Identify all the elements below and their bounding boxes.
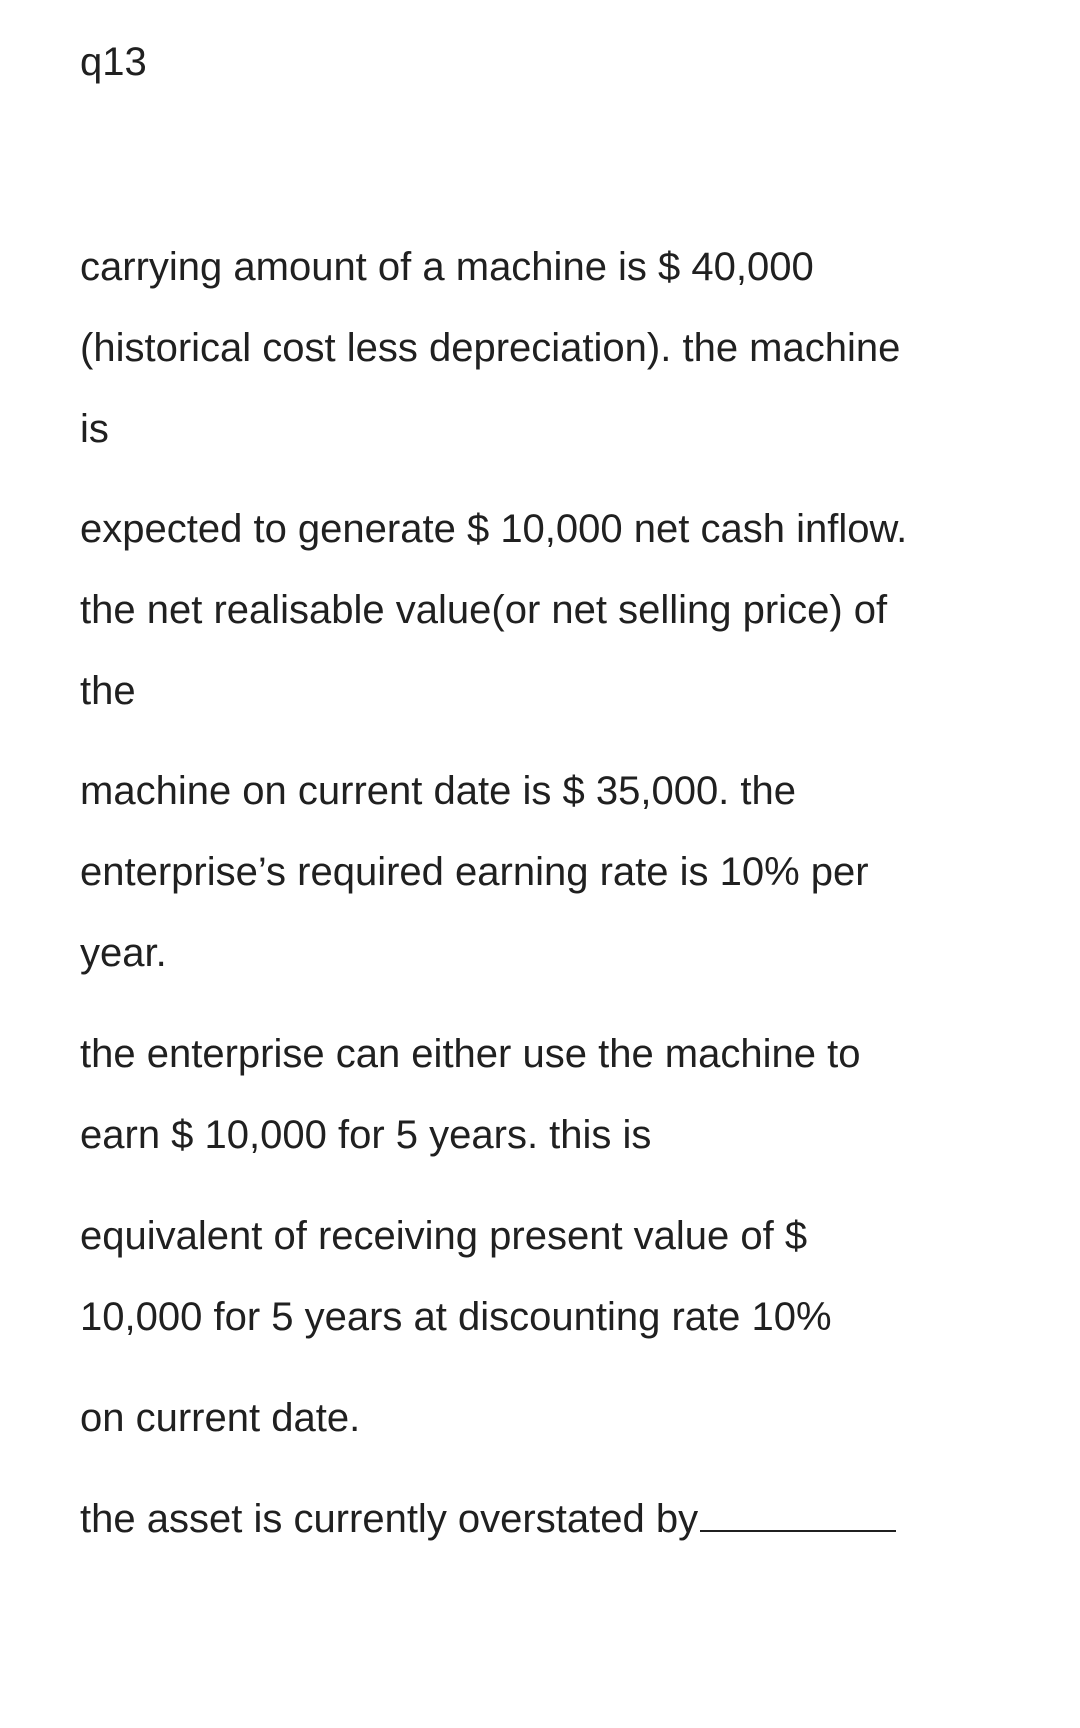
question-label: q13 bbox=[80, 40, 147, 84]
question-prompt: the asset is currently overstated by bbox=[80, 1497, 699, 1541]
question-line-14: on current date. bbox=[80, 1396, 361, 1440]
question-line-6: the bbox=[80, 669, 136, 713]
question-line-1: carrying amount of a machine is $ 40,000 bbox=[80, 245, 814, 289]
question-line-2: (historical cost less depreciation). the machine bbox=[80, 326, 901, 370]
question-line-13: 10,000 for 5 years at discounting rate 10% bbox=[80, 1295, 832, 1339]
question-line-7: machine on current date is $ 35,000. the bbox=[80, 769, 797, 813]
question-line-15 bbox=[80, 1494, 896, 1543]
question-line-12: equivalent of receiving present value of $ bbox=[80, 1214, 808, 1258]
answer-blank bbox=[700, 1494, 896, 1532]
question-line-5: the net realisable value(or net selling price) of bbox=[80, 588, 888, 632]
question-line-10: the enterprise can either use the machine to bbox=[80, 1032, 861, 1076]
question-line-4: expected to generate $ 10,000 net cash inflow. bbox=[80, 507, 908, 551]
question-line-8: enterprise’s required earning rate is 10% per bbox=[80, 850, 869, 894]
question-line-11: earn $ 10,000 for 5 years. this is bbox=[80, 1113, 652, 1157]
question-line-3: is bbox=[80, 407, 109, 451]
question-line-9: year. bbox=[80, 931, 167, 975]
